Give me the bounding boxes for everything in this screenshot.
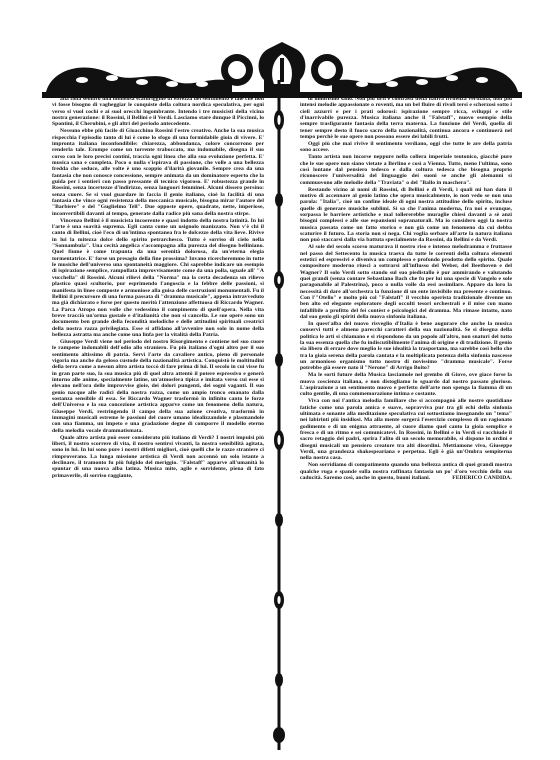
paragraph: Viva con noi l'antica melodia familiare che si accompagnò alle nostre quotidiane fatiche come una parola amica e suave, sopravviva pur tra gli echi della sinfonia ultimata e sonante alla meditazione speculativa cui sottostiamo insegnando un "tema" nei labirinti più insidiosi. Ma alla mente sorgerà l'esercizio complesso di un ragionato godimento e di un enigma attraente, al cuore diamo quel canto la gioia semplice e fresca e di un ritmo e sei comunicatevi. In Rossini, in Bellini e in Verdi si racchiude il sacro retaggio dei padri, sprira l'alito di un secolo memorabile, si dispone in ordini e disegni musicali un pensiero creatore tra alti disordini. Mettiamone vivo, Giuseppe Verdi, una grandezza shakespeariana e perpetua. Egli è già un'Ombra sempiterna nella nostra casa. <box>300 398 512 462</box>
right-column <box>300 96 512 744</box>
paragraph: Nessuno ebbe più facile di Gioacchino Rossini l'estro creativo. Anche la sua musica rispecchia l'episodio tanto di lui è come lo sfogo di una formidabile gioia di vivere. E' impronta italiana inconfondibile: chiarezza, abbondanza, colore concorrono per renderla tale. Erompe come un torrente traboccato, ma indomabile, disegna il suo corso con le loro precisi contini, traccia ogni linea che alla sua evoluzione perfetta. E' musica sana e completa. Poco o nulla s'ispirava di passione, che volle a una bellezza fredda che seduce, alle volte è uno scoppio d'ilarità giovanile. Sempre crea da una fantasia che non conosce concessione, sempre animata da un dominatore esperto che la guida per i sentieri con passo pressante di tecnico vigoroso. E' robustezza grande in Rossini, senza incertezze d'indirizzo, senza languori femminei. Alcuni dissero persino: senza cuore. Se si vuol guardare in faccia il genio italiano, cioè la facilità di una fantasia che vince ogni resistenza della meccanica musicale, bisogna mirar l'autore del "Barbiere" e del "Guglielmo Tell". Due opposte opere, quadrate, nette, imperiose, inconvertibili davanti al tempo, generate dalla radice più sana della nostra stirpe. <box>52 128 264 217</box>
paragraph: Quale altro artista può esser considerato più italiano di Verdi? I nostri impulsi più liberi, il nostro scorrere di vita, il nostro sentirsi vivanti, la nostra sensibilità agitata, sono in lui. In lui sono pure i nostri difetti migliori, cioè quelli che le razze straniere ci rimproverano. La lunga missione artistica di Verdi non accennò un solo istante a declinare, il tramonto fu più fulgido del meriggio. "Falstaff" apparve all'umanità lo spuntar di una nuova alba latina. Musica mite, agile e sorridente, piena di fato primaverile, di sorriso raggiante, <box>52 434 264 479</box>
closing-paragraph <box>300 462 512 481</box>
paragraph: Oggi più che mai rivive il sentimento verdiano, oggi che tutte le are della patria sono accese. <box>300 141 512 154</box>
paragraph: Giuseppe Verdi viene nel periodo del nostro Risorgimento e contiene nel suo cuore le rampene indomabili dell'odio allo straniero. Fu più italiano d'ogni altro per il suo sentimento altissimo di patria. Servì l'arte da cavaliere antico, pieno di personale vigoria ma anche da geloso custode della nazionalità artistica. Conquistò le moltitudini della terra come a nessun altro artista toccò di fare prima di lui. Il secolo in cui visse fu in gran parte suo, la sua musica più di quel altra attentò il potere espressivo e generò intorno alle anime, specialmente latine, un'atmosfera tipica e imitata verso cui esse si elevano nell'ora delle improvvise gioie, dei dolori pungenti, dei sogni vaganti. Il suo genio nacque alle radici della nostra razza, come un ampio tronco emanato dalla sostanza sensibile di essa. Se Riccardo Wagner trasformò in infinito canto le forze dell'Universo e la sua concezione artistica apparve come un fenomeno della natura, Giuseppe Verdi, restringendo il campo della sua azione creativa, trasformò in immagini musicali estreme le passioni del cuore umano idealizzandole e plasmandole con una fiamma, un impeto e una gradazione degne di comporre il modello eterno della melodia vocale drammatismata. <box>52 338 264 434</box>
paragraph: di umorismo sano. Non più urti e contrasti della nativa irruenza verdiana, non più intensi melodie appassionate o roventi, ma un bel fluire di rivoli tersi e scherzosi sotto i cieli azzurri e per i prati odorosi: ispirazione sempre ricca, sviluppi e stile d'inarrivabile purezza. Musica italiana anche il "Falstaff", nuovo esempio della sempre trasfigurante fantasia della terra materna. La funzione del Verdi, quella di tener sempre desto il fuoco sacro della nazionalità, continua ancora e continuerà nel tempo perchè le sue opere non possono essere dei labili frutti. <box>300 96 512 141</box>
article-body <box>52 96 512 744</box>
paragraph: Restando vicino ai nomi di Rossini, di Bellini e di Verdi, i quali mi han dato il motivo di accennare al genio latino che opera musicalmente, io non vedo se non una parola: "Italia", cioè un confine ideale di ogni nostra attitudine dello spirito, incluse quelle di generare musiche sublimi. Si sa che l'anima moderna, fra noi e ovunque, sorpassa le barriere artistiche e mal tollererebbe muraglie chiesi davanti a sè anzi bisogni complessi e alle sue espansioni sopranaturali. Ma io considero oggi la nostra musica passata come un fatto storico e non già come un fenomeno da cui debba scaturire il futuro. La storia non si nega. Chi voglia serbare all'arte la natura italiana non può staccarsi dalla via battuta specialmente da Rossini, da Bellini e da Verdi. <box>300 186 512 244</box>
paragraph: Tanto artista non incorse neppure nella collera imperiale teutonico, giacchè pure che le sue opere non siano vietate a Berlino e così a Vienna. Tutte, meno l'ultima, sono così lontane dal pensiero tedesco e dalla coltura tedesca che bisogna proprio riconoscere l'universalità del linguaggio dei suoni se anche gli alemanni si commuovono alle melodie della "Traviata" o del "Ballo in maschera". <box>300 154 512 186</box>
paragraph: Ma le sorti future della Musica lasciamole nel grembo di Giove, ove giace forse la nuova coscienza italiana, e non distogliamo lo sguardo dal nostro passato glorioso. L'aspirazione a un sentimento nuovo e perfetto dell'arte non spenga la fiamma di un culto gentile, di una commemorazione intima e costante. <box>300 372 512 398</box>
closing-text: Non sorridiamo di compatimento quando una bellezza antica di quei grandi mostra qualche ruga e spande sulla nostra raffinata fantasia un po' d'oro vecchio della sua caducità. Saremo così, anche in questo, buoni italiani. <box>300 462 512 482</box>
left-column <box>52 96 264 744</box>
paragraph: alla folla sembro una immensa scaturiggine di ebrezza del sentimento e tale che non vi fosse bisogno di vagheggiar le conquiste della coltura nordica speculativa, per ogni verso si vuol cochi e ai suol orecchi ingombrante. Intendo i tre musicisti della vicina nostra generazione: il Rossini, il Bellini e il Verdi. Lasciamo stare dunque il Piccinni, lo Spontini, il Cherubini, e gli altri del periodo antecedente. <box>52 96 264 128</box>
author-signature: FEDERICO CANDIDA. <box>452 475 512 482</box>
paragraph: Al sole del secolo scorso maturava il nostro riso e intenso melodramma e fruttasse nel passo del Settecento la musica traeva da tutte le correnti della coltura elementi estetici ed espressivi e diveniva un complesso e profondo prodotto dello spirito. Quale compositore moderno riusci a sottrarsi all'influsso del Weber, del Beethoven e del Wagner? Il solo Verdi sotto stando sul suo piedistallo è pur ammirando e valutando quei grandi (senza contare Sebastiano Bach che fu per lui una specie di Vangelo e sole paragonabile al Palestrina), poco o nulla volle da essi assimilare. Appare da loro la necessità di dare all'orchestra la funzione di un ente invisibile ma presente e continuo. Con l'"Otello" e molto più col "Falstaff" il vecchio operista tradizionale divenne un ben alto ed elegante esploratore degli occulti tesori orchestrali e il mise con mano infallibile a profitto del fei contèst e psicologici del dramma. Ma rimase intatto, nato dal suo genio gli spiriti della nuova sinfonia italiana. <box>300 244 512 321</box>
paragraph: In quest'alba del nuovo risveglio d'Italia è bene augurare che anche la musica conservi tutti e almeno parecchi caratteri della sua nazionalità. Se si disegna della politica le arti si chiamano e si rispondono da un popolo all'altro, non snaturi del tutto la sua essenza quella che fu indiscutibilmente l'anima di origine e di tradizione. Il genio sia libero di errare dove meglio le sue idealità la trasportano, ma sarebbe così bello che tra la gioia serena della parola cantata e la moltiplicata potenza della sinfonia nascesse un armonioso organismo tutto nostro di novissimo "dramma musicale". Forse potrebbe già essere nato il "Nerone" di Arrigo Boito? <box>300 321 512 372</box>
paragraph: Vincenzo Bellini è il musicista incoerente e quasi indotto della nostra latinità. In lui l'arte è una soavità suprema. Egli canta come un usignolo manizzato. Non v'è chi il canto di Bellini, cioè l'eco di un'intima spontanea fra le dolcezze della vita lieve. Rivive in lui la mitezza dolce dello spirito petrarchesco. Tutto è sorriso di cielo nella "Sonnambula". Una cecità angelica s'accompagna alla purezza del disegno belliniano. Quel fiume è come trapunta da una serenità dolorosa, da un'eterna elegia tormentatrice. E' forse un presagio della fine prossima? Invano ricercheremmo in tutte le musiche dell'universo una spontaneità maggiore. Chi saprebbe indicare un esempio di ispirazione semplice, rampollata improvvisamente come da una polla, uguale all' "A vucchella" di Rossini. Alcuni rilievi della "Norma" ma la certa decadenza un rilievo plastico quasi scultorio, pur esprimendo l'angoscia e la febbre delle passioni, si manifesta in linee composte e armoniose alla guisa delle costruzioni monumentali. Fu il Bellini il precursore di una forma passata di "dramma musicale", appena intravveduto ma già dichiarato e forse per questo meritò l'attenzione affettuosa di Riccardo Wagner. La Parca Atropo non volle che vedessimo il compimento di quell'opera. Nella vita breve tracciò un'orma gustale e d'italianità che non si cancella. Le sue opere sono un documento ben grande della fecondità melodiche e delle attitudini spirituali creatrici della nostra razza privilegiata. Esse si affidano all'avvenire non solo in nome della bellezza astratta ma anche come una linfa per la vitalità della Patria. <box>52 217 264 338</box>
